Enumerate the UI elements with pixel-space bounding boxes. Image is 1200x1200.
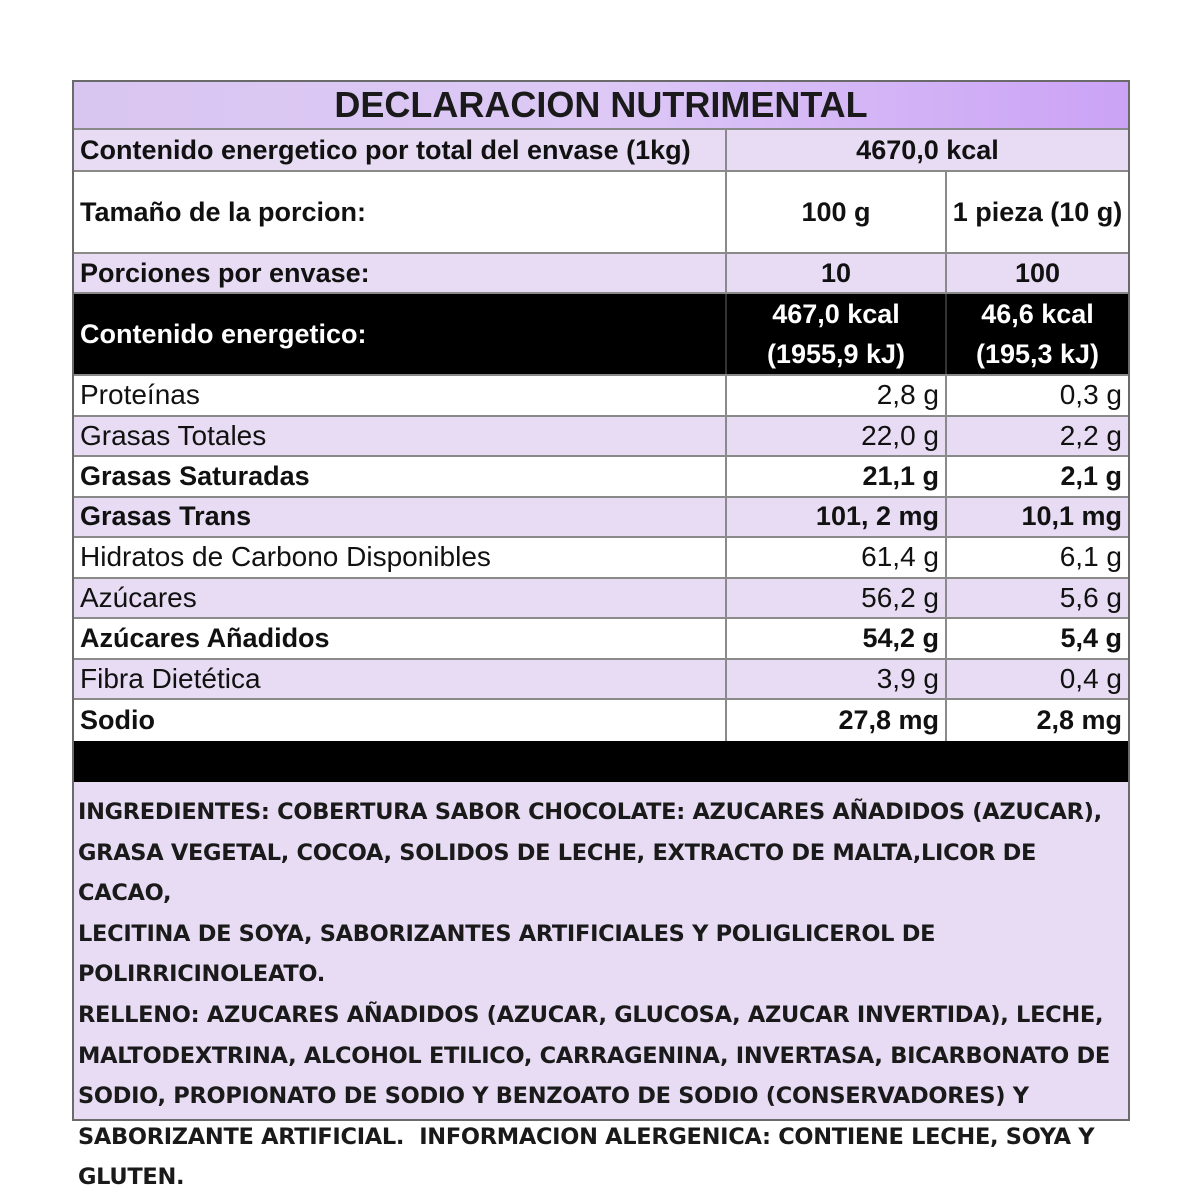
nutrient-row xyxy=(74,700,1128,741)
energy-kcal-col1: 467,0 kcal xyxy=(772,299,900,329)
nutrient-per100: 21,1 g xyxy=(725,457,945,496)
ingredients-line: SODIO, PROPIONATO DE SODIO Y BENZOATO DE SODIO (CONSERVADORES) Y xyxy=(78,1083,1029,1110)
energy-content-col1 xyxy=(725,294,945,374)
nutrient-per100: 27,8 mg xyxy=(725,700,945,741)
portion-size-col2: 1 pieza (10 g) xyxy=(945,172,1128,252)
nutrient-per100: 56,2 g xyxy=(725,579,945,618)
nutrient-name: Grasas Saturadas xyxy=(80,460,310,491)
nutrient-perpiece: 5,6 g xyxy=(945,579,1128,618)
nutrient-name: Grasas Totales xyxy=(80,419,267,451)
nutrient-perpiece: 2,2 g xyxy=(945,417,1128,456)
nutrient-perpiece: 2,8 mg xyxy=(945,700,1128,741)
nutrient-perpiece: 5,4 g xyxy=(945,619,1128,658)
nutrient-per100: 22,0 g xyxy=(725,417,945,456)
energy-content-label: Contenido energetico: xyxy=(80,318,367,349)
black-divider-bar xyxy=(74,741,1128,782)
portions-per-pack-col2: 100 xyxy=(945,254,1128,292)
nutrient-per100: 54,2 g xyxy=(725,619,945,658)
table-title: DECLARACION NUTRIMENTAL xyxy=(74,82,1128,130)
nutrition-facts-panel xyxy=(72,80,1130,1191)
portions-per-pack-label: Porciones por envase: xyxy=(80,257,370,288)
energy-total-row xyxy=(74,130,1128,172)
portion-size-col1: 100 g xyxy=(725,172,945,252)
ingredients-line: LECITINA DE SOYA, SABORIZANTES ARTIFICIALES Y POLIGLICEROL DE POLIRRICINOLEATO. xyxy=(78,920,936,988)
portion-size-row xyxy=(74,172,1128,254)
nutrient-per100: 3,9 g xyxy=(725,660,945,699)
nutrient-row xyxy=(74,579,1128,620)
nutrient-row xyxy=(74,538,1128,579)
nutrient-name: Proteínas xyxy=(80,379,200,411)
ingredients-text xyxy=(74,782,1128,1191)
energy-content-col2 xyxy=(945,294,1128,374)
ingredients-line: RELLENO: AZUCARES AÑADIDOS (AZUCAR, GLUCOSA, AZUCAR INVERTIDA), LECHE, xyxy=(78,1001,1104,1028)
portions-per-pack-row xyxy=(74,254,1128,294)
ingredients-line: GLUTEN. xyxy=(78,1164,185,1191)
energy-total-value: 4670,0 kcal xyxy=(725,130,1128,170)
nutrient-name: Fibra Dietética xyxy=(80,662,261,694)
energy-total-label: Contenido energetico por total del envase (1kg) xyxy=(80,134,691,165)
nutrient-perpiece: 0,3 g xyxy=(945,376,1128,415)
nutrient-name: Sodio xyxy=(80,705,155,735)
nutrient-perpiece: 6,1 g xyxy=(945,538,1128,577)
energy-kj-col2: (195,3 kJ) xyxy=(975,339,1100,369)
nutrient-row xyxy=(74,660,1128,701)
ingredients-line: INGREDIENTES: COBERTURA SABOR CHOCOLATE: AZUCARES AÑADIDOS (AZUCAR), xyxy=(78,799,1102,825)
energy-content-row xyxy=(74,294,1128,376)
nutrient-row xyxy=(74,417,1128,458)
nutrient-name: Hidratos de Carbono Disponibles xyxy=(80,541,491,573)
portion-size-label: Tamaño de la porcion: xyxy=(80,196,367,227)
nutrient-row xyxy=(74,498,1128,539)
nutrient-per100: 101, 2 mg xyxy=(725,498,945,537)
energy-kj-col1: (1955,9 kJ) xyxy=(766,339,906,369)
nutrient-row xyxy=(74,619,1128,660)
nutrient-name: Azúcares Añadidos xyxy=(80,622,330,653)
nutrient-name: Grasas Trans xyxy=(80,501,252,532)
ingredients-line: GRASA VEGETAL, COCOA, SOLIDOS DE LECHE, EXTRACTO DE MALTA,LICOR DE CACAO, xyxy=(78,839,1037,907)
nutrient-row xyxy=(74,457,1128,498)
energy-kcal-col2: 46,6 kcal xyxy=(981,299,1094,329)
nutrient-perpiece: 10,1 mg xyxy=(945,498,1128,537)
portions-per-pack-col1: 10 xyxy=(725,254,945,292)
nutrient-perpiece: 2,1 g xyxy=(945,457,1128,496)
nutrient-name: Azúcares xyxy=(80,581,197,613)
nutrient-perpiece: 0,4 g xyxy=(945,660,1128,699)
ingredients-line: SABORIZANTE ARTIFICIAL. INFORMACION ALERGENICA: CONTIENE LECHE, SOYA Y xyxy=(78,1123,1095,1150)
ingredients-line: MALTODEXTRINA, ALCOHOL ETILICO, CARRAGENINA, INVERTASA, BICARBONATO DE xyxy=(78,1042,1110,1069)
nutrient-per100: 2,8 g xyxy=(725,376,945,415)
nutrient-per100: 61,4 g xyxy=(725,538,945,577)
nutrient-row xyxy=(74,376,1128,417)
